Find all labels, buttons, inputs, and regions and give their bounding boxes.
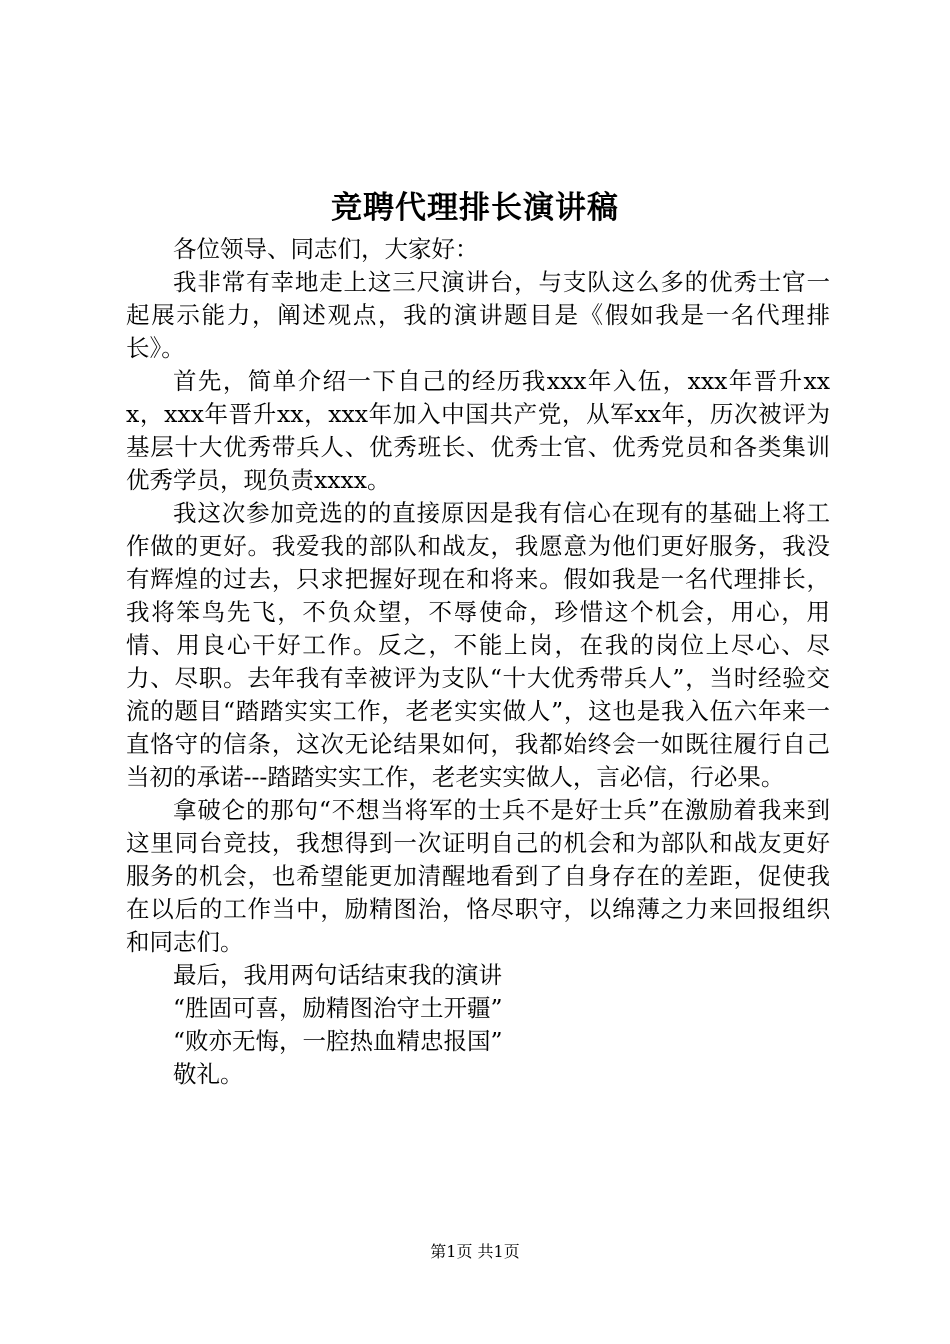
paragraph-greeting: 各位领导、同志们，大家好：	[173, 235, 479, 263]
paragraph-motivation: 我这次参加竞选的的直接原因是我有信心在现有的基础上将工作做的更好。我爱我的部队和战友，我愿意为他们更好服务，我没有辉煌的过去，只求把握好现在和将来。假如我是一名代理排长，我将笨鸟先飞，不负众望，不辱使命，珍惜这个机会，用心，用情、用良心干好工作。反之，不能上岗，在我的岗位上尽心、尽力、尽职。去年我有幸被评为支队“十大优秀带兵人”，当时经验交流的题目“踏踏实实工作，老老实实做人”，这也是我入伍六年来一直恪守的信条，这次无论结果如何，我都始终会一如既往履行自己当初的承诺---踏踏实实工作，老老实实做人，言必信，行必果。	[126, 499, 830, 791]
paragraph-closing-lead: 最后，我用两句话结束我的演讲	[173, 961, 502, 989]
paragraph-salute: 敬礼。	[173, 1060, 244, 1088]
document-title: 竞聘代理排长演讲稿	[331, 190, 619, 226]
paragraph-experience: 首先，简单介绍一下自己的经历我xxx年入伍，xxx年晋升xxx，xxx年晋升xx，xxx年加入中国共产党，从军xx年，历次被评为基层十大优秀带兵人、优秀班长、优秀士官、优秀党员和各类集训优秀学员，现负责xxxx。	[126, 367, 830, 494]
page-number-footer: 第1页 共1页	[430, 1242, 520, 1261]
paragraph-intro: 我非常有幸地走上这三尺演讲台，与支队这么多的优秀士官一起展示能力，阐述观点，我的演讲题目是《假如我是一名代理排长》。	[126, 268, 830, 362]
paragraph-napoleon-quote: 拿破仑的那句“不想当将军的士兵不是好士兵”在激励着我来到这里同台竞技，我想得到一次证明自己的机会和为部队和战友更好服务的机会，也希望能更加清醒地看到了自身存在的差距，促使我在以后的工作当中，励精图治，恪尽职守，以绵薄之力来回报组织和同志们。	[126, 796, 830, 956]
document-body	[126, 233, 830, 1091]
paragraph-motto-two: “败亦无悔，一腔热血精忠报国”	[173, 1027, 503, 1055]
paragraph-motto-one: “胜固可喜，励精图治守土开疆”	[173, 994, 503, 1022]
